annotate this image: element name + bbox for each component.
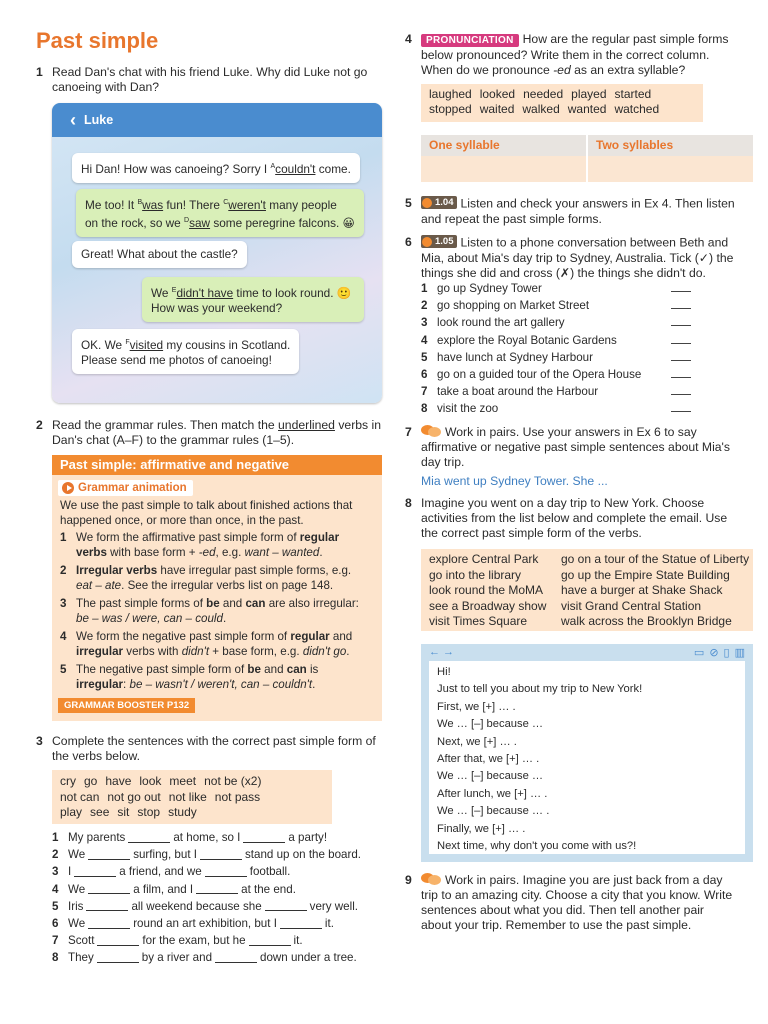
- audio-track-button[interactable]: 1.05: [421, 235, 457, 248]
- exercise-number: 2: [36, 418, 43, 432]
- exercise-instruction: Complete the sentences with the correct past simple form of the verbs below.: [52, 734, 376, 763]
- list-item: 7 Scott for the exam, but he it.: [52, 934, 303, 948]
- tick-blank[interactable]: [671, 377, 691, 378]
- folder-icon[interactable]: ▭: [693, 646, 705, 659]
- chat-message-dan-1: Me too! It $^B$was fun! There $^C$weren't many people on the rock, so we $^D$saw some peregrine falcons. 😀: [76, 189, 364, 237]
- grammar-box: [52, 455, 382, 721]
- exercise-number: 5: [405, 196, 412, 210]
- chat-contact-name: Luke: [84, 113, 114, 127]
- tick-blank[interactable]: [671, 291, 691, 292]
- column-divider: [586, 135, 588, 182]
- exercise-6: [405, 235, 753, 281]
- list-item: 3 I a friend, and we football.: [52, 865, 291, 879]
- exercise-8: [405, 496, 753, 541]
- answer-blank[interactable]: [215, 953, 257, 963]
- exercise-9: [405, 873, 753, 933]
- exercise-instruction: Read Dan's chat with his friend Luke. Why did Luke not go canoeing with Dan?: [52, 65, 368, 94]
- email-window: [421, 644, 753, 862]
- tick-blank[interactable]: [671, 325, 691, 326]
- gap-fill-list: [52, 829, 382, 967]
- grammar-rule: 4 We form the negative past simple form of regular and irregular verbs with didn't + base form, e.g. didn't go.: [60, 630, 353, 658]
- answer-blank[interactable]: [88, 919, 130, 929]
- exercise-number: 6: [405, 235, 412, 249]
- verb-word-box: cry go have look meet not be (x2) not can not go out not like not pass play see sit stop study: [52, 770, 332, 824]
- answer-blank[interactable]: [88, 850, 130, 860]
- exercise-instruction: 1.05 Listen to a phone conversation between Beth and Mia, about Mia's day trip to Sydney, Australia. Tick (✓) the things she did and cross (✗) the things she didn't do.: [421, 235, 734, 280]
- list-item: 2 We surfing, but I stand up on the board.: [52, 848, 362, 862]
- chat-message-luke-1: Hi Dan! How was canoeing? Sorry I $^A$couldn't come.: [72, 153, 360, 183]
- exercise-number: 8: [405, 496, 412, 510]
- chat-message-luke-2: Great! What about the castle?: [72, 241, 247, 268]
- grammar-rule: 5 The negative past simple form of be and can is irregular: be – wasn't / weren't, can – couldn't.: [60, 663, 319, 691]
- list-item: 6 We round an art exhibition, but I it.: [52, 917, 334, 931]
- grammar-rule: 2 Irregular verbs have irregular past simple forms, e.g. eat – ate. See the irregular verbs list on page 148.: [60, 564, 352, 592]
- email-line: Finally, we [+] … .: [437, 822, 526, 835]
- email-body[interactable]: [429, 661, 745, 854]
- email-nav-arrows-icon[interactable]: ← →: [429, 646, 455, 658]
- exercise-4: [405, 32, 753, 78]
- audio-track-button[interactable]: 1.04: [421, 196, 457, 209]
- email-line: First, we [+] … .: [437, 700, 516, 713]
- exercise-instruction: PRONUNCIATION How are the regular past simple forms below pronounced? Write them in the correct column. When do we pronounce -ed as an extra syllable?: [421, 32, 729, 77]
- list-item: 7 take a boat around the Harbour: [421, 383, 691, 400]
- grammar-heading: Past simple: affirmative and negative: [52, 455, 382, 475]
- answer-blank[interactable]: [86, 901, 128, 911]
- exercise-5: [405, 196, 753, 227]
- tick-blank[interactable]: [671, 343, 691, 344]
- grammar-booster-link[interactable]: GRAMMAR BOOSTER P132: [58, 698, 195, 713]
- chat-window: [52, 103, 382, 403]
- email-line: Next time, why don't you come with us?!: [437, 839, 637, 852]
- play-icon: [62, 482, 74, 494]
- email-line: After that, we [+] … .: [437, 752, 540, 765]
- exercise-number: 9: [405, 873, 412, 887]
- column-header-two-syllables: Two syllables: [588, 135, 753, 156]
- answer-blank[interactable]: [265, 901, 307, 911]
- exercise-number: 7: [405, 425, 412, 439]
- email-toolbar: [421, 644, 753, 660]
- list-item: 5 Iris all weekend because she very well.: [52, 899, 358, 913]
- exercise-instruction: Work in pairs. Imagine you are just back from a day trip to an amazing city. Choose a city that you know. Write sentences about what you did. Then tell another pair about your trip. Remember to use the past simple.: [421, 873, 733, 932]
- list-item: 2 go shopping on Market Street: [421, 297, 691, 314]
- syllable-table: [421, 135, 753, 182]
- answer-blank[interactable]: [280, 919, 322, 929]
- exercise-1: [36, 65, 384, 95]
- column-header-one-syllable: One syllable: [421, 135, 586, 156]
- back-chevron-icon[interactable]: ‹: [70, 110, 76, 130]
- exercise-number: 4: [405, 32, 412, 46]
- tick-blank[interactable]: [671, 411, 691, 412]
- tick-blank[interactable]: [671, 394, 691, 395]
- answer-blank[interactable]: [196, 884, 238, 894]
- example-sentence: Mia went up Sydney Tower. She ...: [421, 474, 608, 488]
- link-icon[interactable]: ⊘: [709, 646, 719, 659]
- email-line: After lunch, we [+] … .: [437, 787, 548, 800]
- list-item: 4 We a film, and I at the end.: [52, 882, 296, 896]
- list-item: 4 explore the Royal Botanic Gardens: [421, 332, 691, 349]
- exercise-number: 3: [36, 734, 43, 748]
- grammar-rule: 1 We form the affirmative past simple form of regular verbs with base form + -ed, e.g. want – wanted.: [60, 531, 340, 559]
- list-item: 8 They by a river and down under a tree.: [52, 951, 357, 965]
- list-item: 6 go on a guided tour of the Opera House: [421, 366, 691, 383]
- exercise-instruction: 1.04 Listen and check your answers in Ex 4. Then listen and repeat the past simple forms.: [421, 196, 735, 226]
- exercise-number: 1: [36, 65, 43, 79]
- list-item: 1 My parents at home, so I a party!: [52, 831, 328, 845]
- list-item: 8 visit the zoo: [421, 400, 691, 417]
- pronunciation-word-box: laughed looked needed played started stopped waited walked wanted watched: [421, 84, 703, 122]
- list-item: 3 look round the art gallery: [421, 314, 691, 331]
- activity-box: explore Central Park go into the library look round the MoMA see a Broadway show visit Times Square go on a tour of the Statue of Liberty go up the Empire State Building have a burger at Shake Shack visit Grand Central Station walk across the Brooklyn Bridge: [421, 549, 753, 631]
- email-line: We … [–] because …: [437, 718, 544, 731]
- list-item: 5 have lunch at Sydney Harbour: [421, 349, 691, 366]
- exercise-3: [36, 734, 384, 764]
- tick-blank[interactable]: [671, 308, 691, 309]
- grin-emoji-icon: 😀: [342, 215, 355, 230]
- exercise-instruction: Imagine you went on a day trip to New York. Choose activities from the list below and complete the email. Use the correct past simple form of the verbs.: [421, 496, 728, 540]
- speaker-icon: [422, 237, 432, 247]
- grammar-intro: We use the past simple to talk about finished actions that happened once, or more than once, in the past.: [60, 499, 353, 527]
- tick-blank[interactable]: [671, 360, 691, 361]
- email-line: Hi!: [437, 666, 451, 678]
- answer-blank[interactable]: [200, 850, 242, 860]
- email-line: Just to tell you about my trip to New York!: [437, 683, 643, 696]
- pair-work-icon: [421, 873, 441, 886]
- bookmark-icon[interactable]: ▯: [723, 646, 730, 659]
- answer-blank[interactable]: [97, 936, 139, 946]
- exercise-7: [405, 425, 753, 489]
- chat-header: [52, 103, 382, 137]
- exercise-2: [36, 418, 384, 448]
- answer-blank[interactable]: [97, 953, 139, 963]
- grammar-animation-button[interactable]: Grammar animation: [58, 480, 193, 496]
- chat-message-luke-3: OK. We $^F$visited my cousins in Scotland. Please send me photos of canoeing!: [72, 329, 299, 374]
- answer-blank[interactable]: [205, 867, 247, 877]
- answer-blank[interactable]: [88, 884, 130, 894]
- chat-message-dan-2: We $^E$didn't have time to look round. 🙂 How was your weekend?: [142, 277, 364, 322]
- list-item: 1 go up Sydney Tower: [421, 280, 691, 297]
- answer-blank[interactable]: [128, 833, 170, 843]
- grammar-rule: 3 The past simple forms of be and can are also irregular: be – was / were, can – could.: [60, 597, 359, 625]
- speaker-icon: [422, 198, 432, 208]
- answer-blank[interactable]: [74, 867, 116, 877]
- answer-blank[interactable]: [243, 833, 285, 843]
- trash-icon[interactable]: ▥: [734, 646, 745, 659]
- exercise-instruction: Read the grammar rules. Then match the underlined verbs in Dan's chat (A–F) to the grammar rules (1–5).: [52, 418, 382, 447]
- email-line: We … [–] because …: [437, 770, 544, 783]
- answer-blank[interactable]: [249, 936, 291, 946]
- smile-emoji-icon: 🙂: [336, 285, 352, 300]
- pair-work-icon: [421, 425, 441, 438]
- exercise-instruction: Work in pairs. Use your answers in Ex 6 to say affirmative or negative past simple sentences about Mia's day trip. Mia went up Sydney Tower. She ...: [421, 425, 730, 488]
- email-line: We … [–] because … .: [437, 805, 550, 818]
- pronunciation-badge: PRONUNCIATION: [421, 34, 519, 47]
- email-line: Next, we [+] … .: [437, 735, 517, 748]
- tick-list: [421, 280, 691, 418]
- page-title: Past simple: [36, 28, 159, 53]
